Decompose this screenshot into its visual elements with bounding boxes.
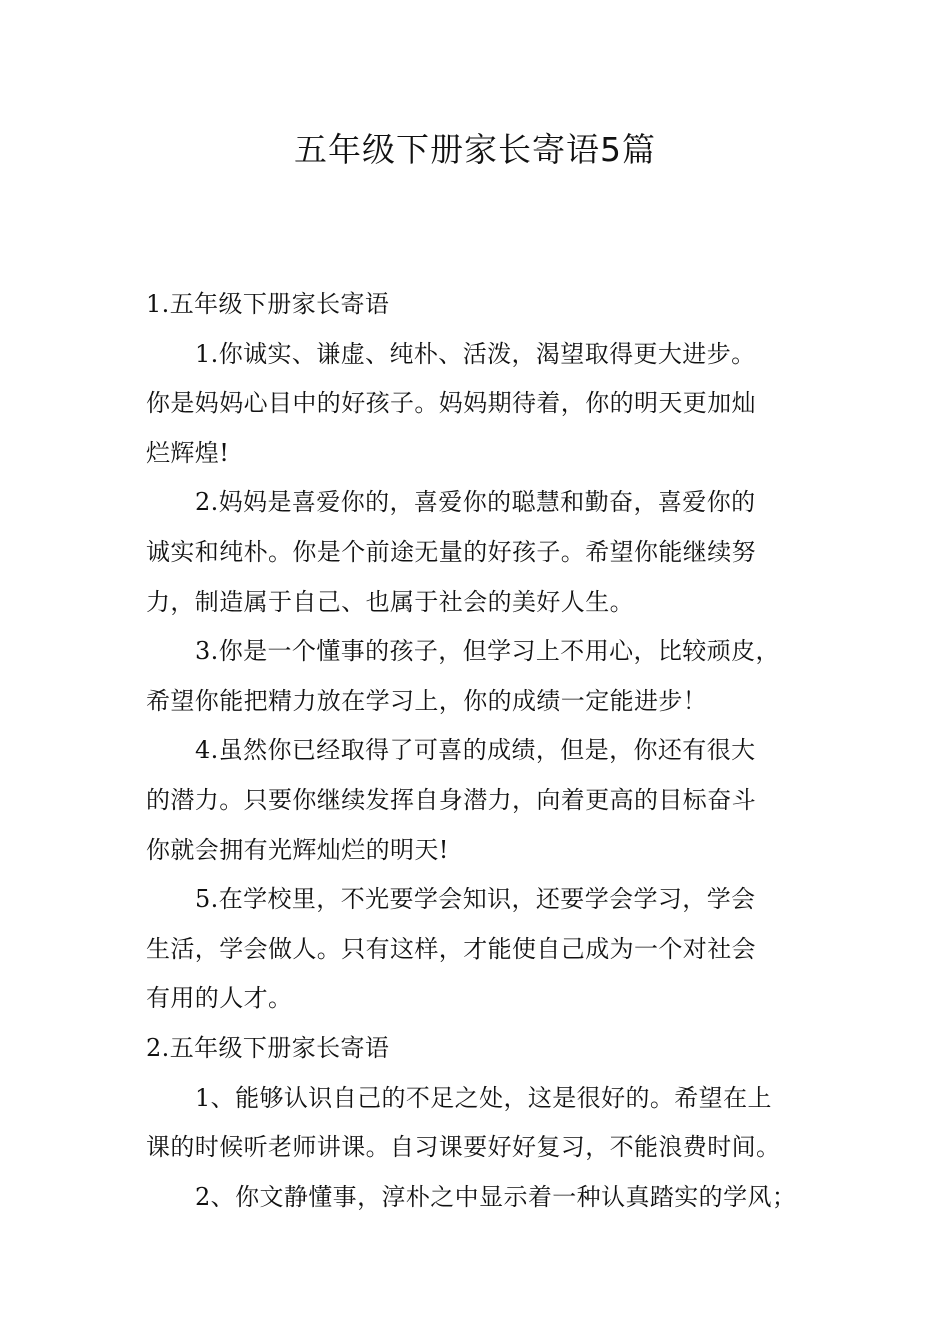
paragraph-line: 力，制造属于自己、也属于社会的美好人生。 [146, 587, 634, 616]
paragraph-line: 的潜力。只要你继续发挥自身潜力，向着更高的目标奋斗 [146, 785, 756, 814]
paragraph-line: 烂辉煌! [146, 438, 230, 467]
paragraph-line: 2、你文静懂事，淳朴之中显示着一种认真踏实的学风； [195, 1182, 797, 1211]
section-heading-2: 2.五年级下册家长寄语 [146, 1033, 390, 1062]
paragraph-line: 1.你诚实、谦虚、纯朴、活泼，渴望取得更大进步。 [195, 339, 756, 368]
document-body [146, 280, 810, 1222]
paragraph-line: 课的时候听老师讲课。自习课要好好复习，不能浪费时间。 [146, 1133, 781, 1162]
paragraph-line: 4.虽然你已经取得了可喜的成绩，但是，你还有很大 [195, 736, 756, 765]
paragraph-line: 你是妈妈心目中的好孩子。妈妈期待着，你的明天更加灿 [146, 389, 756, 418]
paragraph-line: 1、能够认识自己的不足之处，这是很好的。希望在上 [195, 1083, 772, 1112]
paragraph-line: 3.你是一个懂事的孩子，但学习上不用心，比较顽皮， [195, 637, 780, 666]
paragraph-line: 2.妈妈是喜爱你的，喜爱你的聪慧和勤奋，喜爱你的 [195, 488, 756, 517]
paragraph-line: 有用的人才。 [146, 984, 293, 1013]
paragraph-line: 希望你能把精力放在学习上，你的成绩一定能进步！ [146, 686, 708, 715]
paragraph-line: 诚实和纯朴。你是个前途无量的好孩子。希望你能继续努 [146, 537, 756, 566]
paragraph-line: 你就会拥有光辉灿烂的明天! [146, 835, 449, 864]
paragraph-line: 5.在学校里，不光要学会知识，还要学会学习，学会 [195, 885, 756, 914]
section-heading-1: 1.五年级下册家长寄语 [146, 290, 390, 318]
document-title: 五年级下册家长寄语5篇 [294, 130, 656, 169]
paragraph-line: 生活，学会做人。只有这样，才能使自己成为一个对社会 [146, 934, 756, 963]
